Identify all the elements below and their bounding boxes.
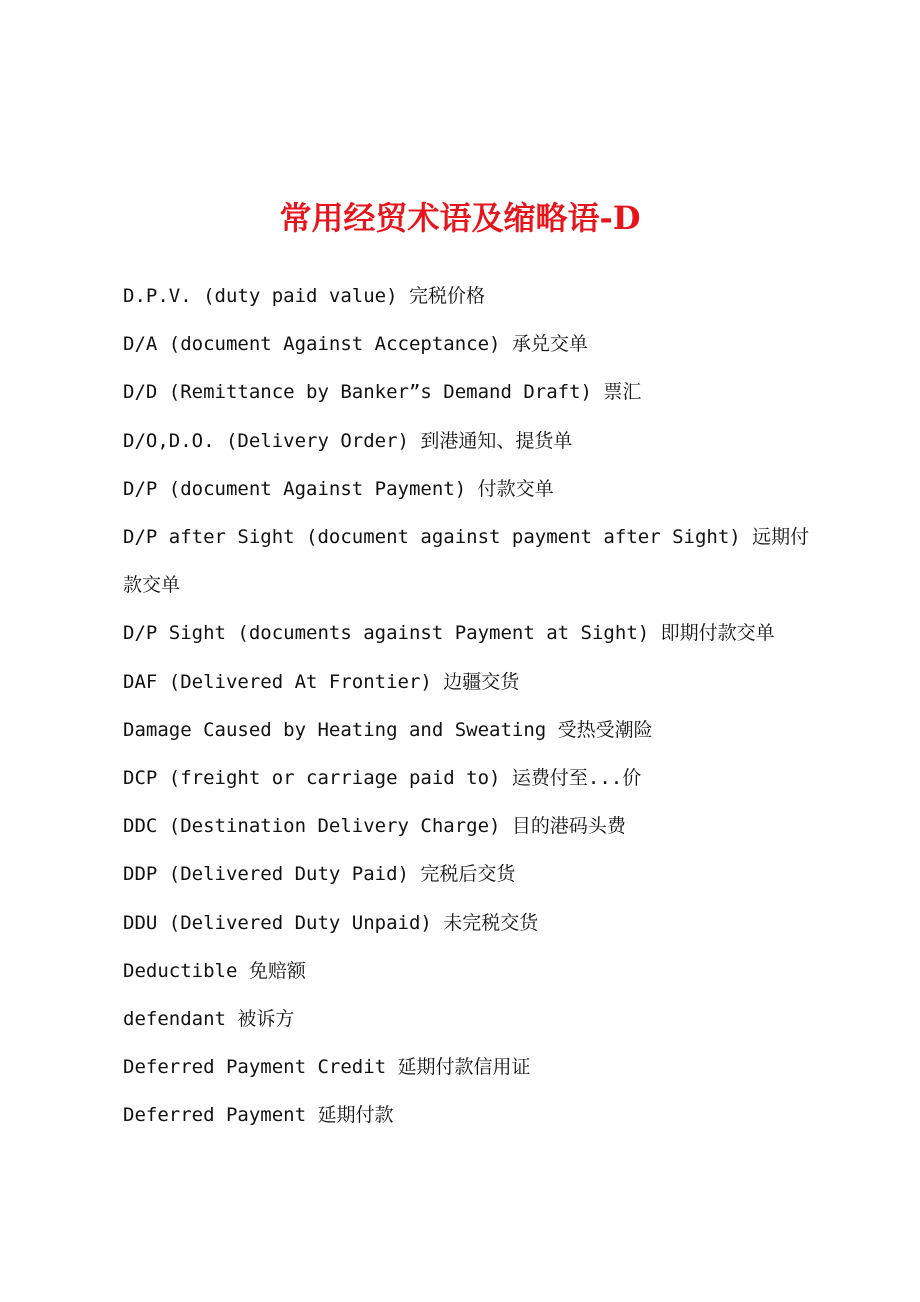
document-title: 常用经贸术语及缩略语-D: [279, 199, 641, 237]
term-entry: D/P after Sight (document against payment after Sight) 远期付款交单: [123, 526, 810, 597]
term-entry: D/A (document Against Acceptance) 承兑交单: [123, 333, 588, 356]
term-entry: DDP (Delivered Duty Paid) 完税后交货: [123, 863, 516, 886]
term-entry: D/P Sight (documents against Payment at Sight) 即期付款交单: [123, 622, 775, 645]
term-entry: defendant 被诉方: [123, 1008, 295, 1031]
term-entry: Damage Caused by Heating and Sweating 受热受潮险: [123, 718, 653, 741]
term-entry: DDU (Delivered Duty Unpaid) 未完税交货: [123, 911, 539, 934]
term-entry: D/P (document Against Payment) 付款交单: [123, 477, 554, 500]
term-entry: DDC (Destination Delivery Charge) 目的港码头费: [123, 815, 626, 838]
term-entry: D.P.V. (duty paid value) 完税价格: [123, 285, 485, 307]
term-entry: DCP (freight or carriage paid to) 运费付至...价: [123, 767, 642, 790]
term-entry: D/D (Remittance by Banker”s Demand Draft) 票汇: [123, 381, 642, 404]
term-entry: D/O,D.O. (Delivery Order) 到港通知、提货单: [123, 429, 573, 452]
term-entry: DAF (Delivered At Frontier) 边疆交货: [123, 670, 520, 693]
term-entry: Deferred Payment Credit 延期付款信用证: [123, 1056, 531, 1079]
term-entry: Deferred Payment 延期付款: [123, 1104, 394, 1127]
term-entry: Deductible 免赔额: [123, 959, 306, 982]
term-list: [123, 272, 813, 1140]
